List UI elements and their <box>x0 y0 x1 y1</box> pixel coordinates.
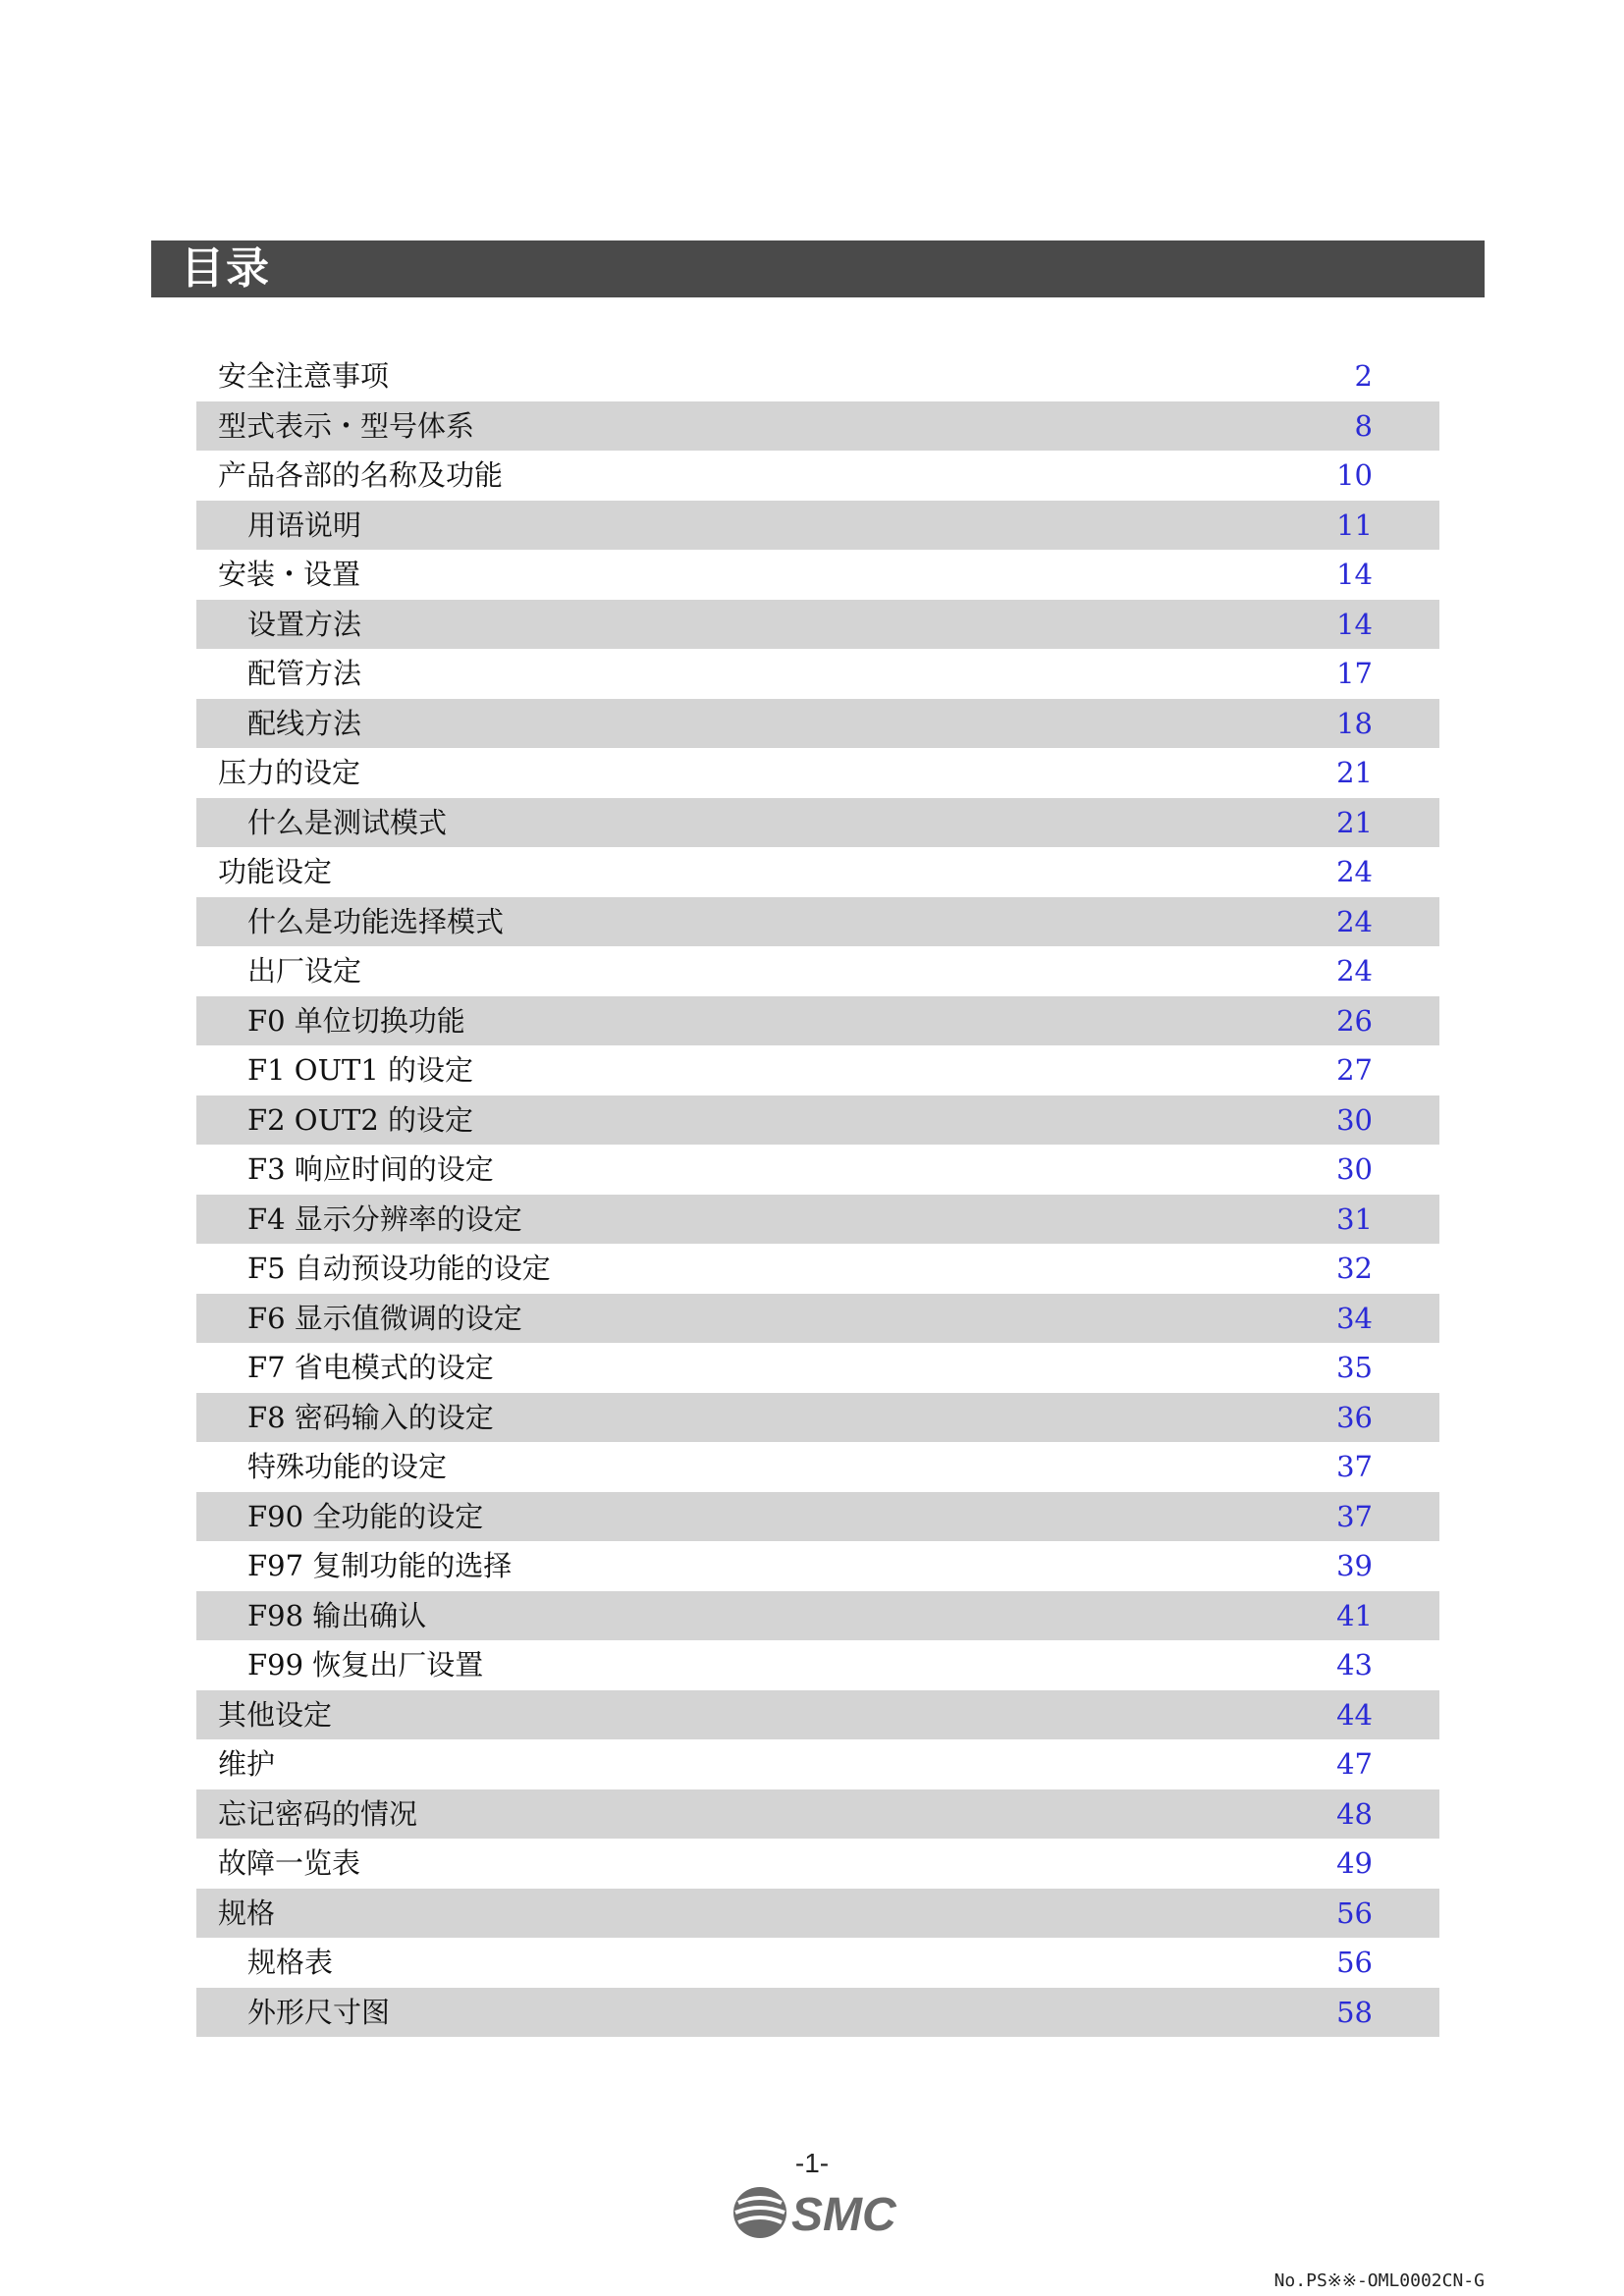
toc-entry[interactable] <box>196 1988 1439 2038</box>
toc-entry-label: F0 单位切换功能 <box>247 1003 465 1038</box>
toc-entry-page-link[interactable]: 24 <box>1336 954 1373 988</box>
toc-entry-label: 型式表示・型号体系 <box>218 408 475 443</box>
toc-entry-page-link[interactable]: 56 <box>1336 1896 1373 1930</box>
toc-entry[interactable] <box>196 1889 1439 1939</box>
toc-entry-page-link[interactable]: 56 <box>1336 1946 1373 1979</box>
toc-entry-page-link[interactable]: 21 <box>1336 805 1373 839</box>
toc-entry-page-link[interactable]: 8 <box>1354 408 1373 443</box>
toc-entry-label: 用语说明 <box>247 507 362 542</box>
toc-entry[interactable] <box>196 1541 1439 1591</box>
toc-entry-page-link[interactable]: 24 <box>1336 904 1373 938</box>
toc-entry-label: 产品各部的名称及功能 <box>218 458 504 492</box>
toc-entry-label: F90 全功能的设定 <box>247 1499 484 1533</box>
toc-entry-label: 安全注意事项 <box>218 359 390 393</box>
toc-entry[interactable] <box>196 1393 1439 1443</box>
toc-entry-page-link[interactable]: 34 <box>1336 1301 1373 1335</box>
page-title: 目录 <box>181 243 271 294</box>
toc-entry-label: F2 OUT2 的设定 <box>247 1102 474 1137</box>
toc-entry-label: 功能设定 <box>218 855 333 888</box>
toc-entry-label: 特殊功能的设定 <box>247 1450 448 1483</box>
toc-entry-page-link[interactable]: 11 <box>1336 507 1373 542</box>
toc-entry[interactable] <box>196 1442 1439 1492</box>
toc-entry-page-link[interactable]: 48 <box>1336 1796 1373 1831</box>
toc-entry-page-link[interactable]: 49 <box>1336 1846 1373 1880</box>
toc-entry-label: F99 恢复出厂设置 <box>247 1648 484 1682</box>
toc-entry[interactable] <box>196 1294 1439 1344</box>
toc-entry[interactable] <box>196 401 1439 452</box>
toc-entry[interactable] <box>196 897 1439 947</box>
toc-entry-page-link[interactable]: 24 <box>1336 855 1373 888</box>
toc-entry[interactable] <box>196 798 1439 848</box>
smc-logo-text: SMC <box>791 2189 896 2241</box>
smc-logo <box>731 2181 913 2244</box>
toc-entry-page-link[interactable]: 30 <box>1336 1102 1373 1137</box>
toc-entry[interactable] <box>196 649 1439 699</box>
toc-entry[interactable] <box>196 1244 1439 1294</box>
toc-entry[interactable] <box>196 1343 1439 1393</box>
toc-entry-page-link[interactable]: 21 <box>1336 756 1373 789</box>
toc-entry-page-link[interactable]: 31 <box>1336 1201 1373 1236</box>
toc-entry[interactable] <box>196 501 1439 551</box>
toc-entry-page-link[interactable]: 44 <box>1336 1697 1373 1732</box>
table-of-contents <box>196 351 1439 2037</box>
toc-entry[interactable] <box>196 699 1439 749</box>
title-bar <box>151 240 1485 297</box>
toc-entry-page-link[interactable]: 41 <box>1336 1598 1373 1632</box>
toc-entry-label: 维护 <box>218 1747 276 1781</box>
toc-entry[interactable] <box>196 946 1439 996</box>
toc-entry-label: 其他设定 <box>218 1697 333 1732</box>
toc-entry-label: 出厂设定 <box>247 954 362 988</box>
toc-entry[interactable] <box>196 1095 1439 1146</box>
toc-entry-label: 规格表 <box>247 1946 334 1979</box>
toc-entry-label: 外形尺寸图 <box>247 1995 391 2029</box>
toc-entry[interactable] <box>196 996 1439 1046</box>
toc-entry-page-link[interactable]: 27 <box>1336 1053 1373 1087</box>
toc-entry-label: 压力的设定 <box>218 756 361 789</box>
toc-entry[interactable] <box>196 550 1439 600</box>
toc-entry-label: 设置方法 <box>247 607 362 641</box>
toc-entry-page-link[interactable]: 14 <box>1336 558 1373 591</box>
toc-entry-label: 忘记密码的情况 <box>218 1796 418 1831</box>
toc-entry[interactable] <box>196 451 1439 501</box>
toc-entry-label: 配管方法 <box>247 657 362 690</box>
toc-entry-page-link[interactable]: 35 <box>1336 1351 1373 1384</box>
toc-entry-label: 安装・设置 <box>218 558 361 591</box>
smc-logo-mark <box>733 2187 786 2238</box>
toc-entry[interactable] <box>196 1145 1439 1195</box>
toc-entry[interactable] <box>196 1739 1439 1789</box>
toc-entry-page-link[interactable]: 37 <box>1336 1499 1373 1533</box>
toc-entry-label: F6 显示值微调的设定 <box>247 1301 522 1335</box>
toc-entry[interactable] <box>196 1690 1439 1740</box>
toc-entry-label: F8 密码输入的设定 <box>247 1400 494 1434</box>
toc-entry-label: 故障一览表 <box>218 1846 361 1880</box>
toc-entry-label: 规格 <box>218 1896 276 1930</box>
toc-entry-page-link[interactable]: 30 <box>1336 1152 1373 1186</box>
toc-entry-label: F3 响应时间的设定 <box>247 1152 494 1186</box>
toc-entry[interactable] <box>196 1195 1439 1245</box>
toc-entry-label: 什么是测试模式 <box>247 805 448 839</box>
toc-entry-page-link[interactable]: 17 <box>1336 657 1373 690</box>
toc-entry-label: F1 OUT1 的设定 <box>247 1053 474 1087</box>
toc-entry-label: F5 自动预设功能的设定 <box>247 1252 551 1285</box>
toc-entry-page-link[interactable]: 18 <box>1336 706 1373 740</box>
toc-entry-label: 什么是功能选择模式 <box>247 904 505 938</box>
toc-entry[interactable] <box>196 1938 1439 1988</box>
toc-entry[interactable] <box>196 748 1439 798</box>
toc-entry[interactable] <box>196 1839 1439 1889</box>
toc-entry-label: F4 显示分辨率的设定 <box>247 1201 522 1236</box>
toc-entry-page-link[interactable]: 32 <box>1336 1252 1373 1285</box>
toc-entry-page-link[interactable]: 47 <box>1336 1747 1373 1781</box>
toc-entry-label: F98 输出确认 <box>247 1598 427 1632</box>
toc-entry-label: F7 省电模式的设定 <box>247 1351 494 1384</box>
toc-entry[interactable] <box>196 1045 1439 1095</box>
toc-entry-page-link[interactable]: 39 <box>1336 1549 1373 1582</box>
toc-entry-label: 配线方法 <box>247 706 362 740</box>
toc-entry[interactable] <box>196 1591 1439 1641</box>
toc-entry-page-link[interactable]: 10 <box>1336 458 1373 492</box>
toc-entry-label: F97 复制功能的选择 <box>247 1549 513 1582</box>
toc-entry[interactable] <box>196 351 1439 401</box>
toc-entry[interactable] <box>196 1640 1439 1690</box>
toc-entry-page-link[interactable]: 14 <box>1336 607 1373 641</box>
toc-entry[interactable] <box>196 600 1439 650</box>
toc-entry-page-link[interactable]: 2 <box>1354 359 1373 393</box>
toc-entry-page-link[interactable]: 36 <box>1336 1400 1373 1434</box>
toc-entry-page-link[interactable]: 26 <box>1336 1003 1373 1038</box>
toc-entry[interactable] <box>196 1789 1439 1840</box>
toc-entry[interactable] <box>196 847 1439 897</box>
page-number: -1- <box>794 2148 830 2178</box>
toc-entry-page-link[interactable]: 43 <box>1336 1648 1373 1682</box>
document-number: No.PS※※-OML0002CN-G <box>1273 2270 1485 2291</box>
toc-entry-page-link[interactable]: 37 <box>1336 1450 1373 1483</box>
toc-entry-page-link[interactable]: 58 <box>1336 1995 1373 2029</box>
toc-entry[interactable] <box>196 1492 1439 1542</box>
